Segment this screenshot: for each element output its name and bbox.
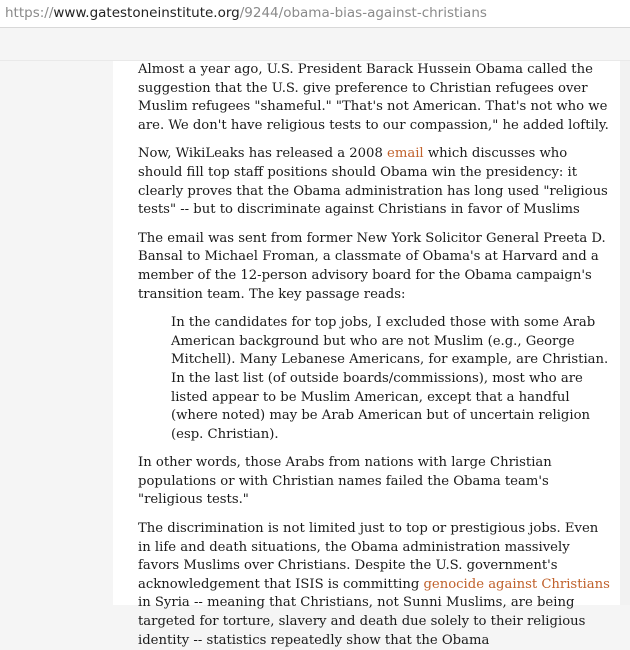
left-gutter [0, 61, 113, 605]
paragraph-2-text-a: Now, WikiLeaks has released a 2008 [138, 146, 388, 162]
email-link[interactable]: email [387, 146, 424, 162]
paragraph-5-text-a: The discrimination is not limited just to top or prestigious jobs. Even in life and death situations, the Obama administration massively favors Muslims over Christians. Despite the U.S. government's acknowledgement that ISIS is committing [138, 521, 599, 592]
url-scheme: https:// [5, 5, 54, 21]
paragraph-4: In other words, those Arabs from nations with large Christian populations or with Christian names failed the Obama team's "religious tests." [138, 455, 552, 508]
article-content [113, 61, 620, 648]
toolbar-strip [0, 28, 630, 61]
genocide-link[interactable]: genocide against Christians [423, 576, 610, 592]
url-host: www.gatestoneinstitute.org [53, 5, 240, 21]
block-quote: In the candidates for top jobs, I excluded those with some Arab American background but who are not Muslim (e.g., George Mitchell). Many Lebanese Americans, for example, are Christian. In the last list (of outside boards/commissions), most who are listed appear to be Muslim American, except that a handful (where noted) may be Arab American but of uncertain religion (esp. Christian). [171, 315, 609, 442]
right-edge [620, 61, 630, 605]
paragraph-2 [138, 145, 614, 219]
paragraph-3: The email was sent from former New York Solicitor General Preeta D. Bansal to Michael Froman, a classmate of Obama's at Harvard and a member of the 12-person advisory board for the Obama campaign's transition team. The key passage reads: [138, 230, 606, 302]
paragraph-5-text-b: in Syria -- meaning that Christians, not Sunni Muslims, are being targeted for torture, slavery and death due solely to their religious identity -- statistics repeatedly show that the Obama [138, 595, 586, 648]
paragraph-1: Almost a year ago, U.S. President Barack Hussein Obama called the suggestion that the U.S. give preference to Christian refugees over Muslim refugees "shameful." "That's not American. That's not who we are. We don't have religious tests to our compassion," he added loftily. [138, 62, 609, 133]
paragraph-5 [138, 520, 614, 650]
paragraph-2-text-b: which discusses who should fill top staff positions should Obama win the presidency: it clearly proves that the Obama administration has long used "religious tests" -- but to discriminate against Christians in favor of Muslims [138, 146, 608, 218]
address-bar[interactable] [0, 0, 630, 28]
url-path: /9244/obama-bias-against-christians [239, 5, 487, 21]
